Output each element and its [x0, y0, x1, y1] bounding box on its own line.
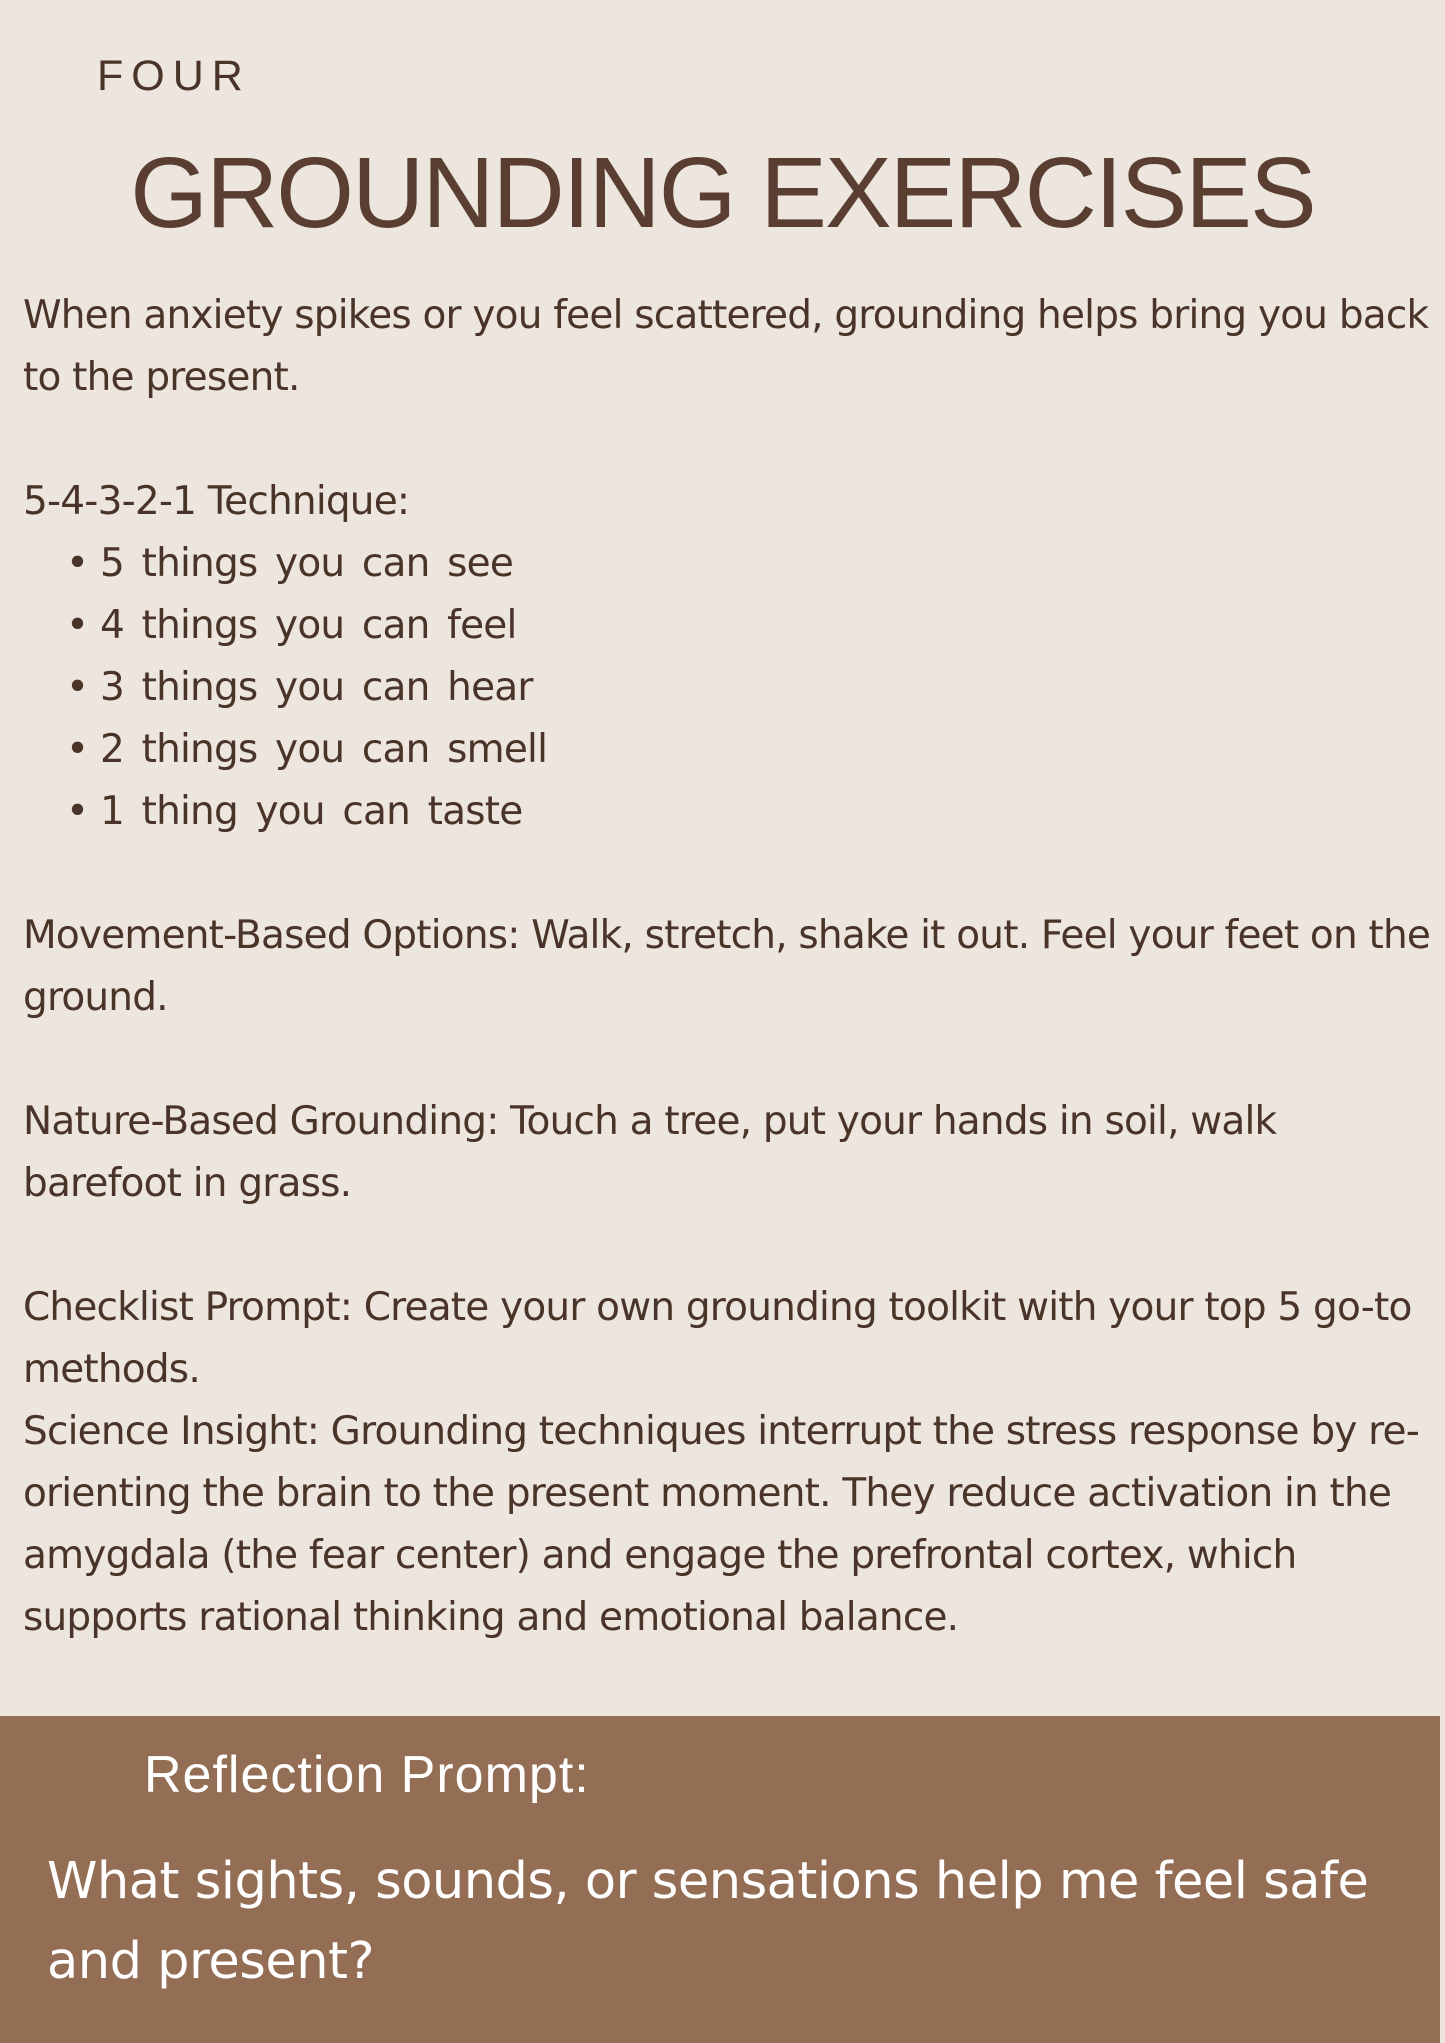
list-item — [23, 781, 1433, 843]
main-content — [23, 285, 1433, 1649]
list-item — [23, 595, 1433, 657]
list-item — [23, 657, 1433, 719]
list-item — [23, 533, 1433, 595]
chapter-label: FOUR — [97, 52, 251, 100]
spacer — [23, 409, 1433, 471]
bullet-icon: • — [66, 541, 89, 586]
list-item-text: 5 things you can see — [100, 541, 514, 586]
technique-heading: 5-4-3-2-1 Technique: — [23, 479, 410, 524]
list-item — [23, 719, 1433, 781]
movement-paragraph: Movement-Based Options: Walk, stretch, shake it out. Feel your feet on the ground. — [23, 913, 1431, 1020]
reflection-panel — [0, 1716, 1440, 2043]
spacer — [23, 843, 1433, 905]
bullet-icon: • — [66, 603, 89, 648]
reflection-heading: Reflection Prompt: — [144, 1746, 590, 1804]
technique-list — [23, 533, 1433, 843]
page-title: GROUNDING EXERCISES — [130, 137, 1315, 249]
bullet-icon: • — [66, 665, 89, 710]
reflection-question: What sights, sounds, or sensations help me feel safe and present? — [47, 1852, 1369, 1991]
spacer — [23, 1215, 1433, 1277]
bullet-icon: • — [66, 789, 89, 834]
list-item-text: 1 thing you can taste — [100, 789, 523, 834]
list-item-text: 3 things you can hear — [100, 665, 533, 710]
checklist-paragraph: Checklist Prompt: Create your own grounding toolkit with your top 5 go-to methods. — [23, 1285, 1412, 1392]
intro-paragraph: When anxiety spikes or you feel scattered, grounding helps bring you back to the present. — [23, 293, 1429, 400]
science-paragraph: Science Insight: Grounding techniques interrupt the stress response by re-orienting the brain to the present moment. They reduce activation in the amygdala (the fear center) and engage the prefrontal cortex, which supports rational thinking and emotional balance. — [23, 1409, 1420, 1640]
spacer — [23, 1029, 1433, 1091]
bullet-icon: • — [66, 727, 89, 772]
nature-paragraph: Nature-Based Grounding: Touch a tree, put your hands in soil, walk barefoot in grass. — [23, 1099, 1277, 1206]
list-item-text: 2 things you can smell — [100, 727, 548, 772]
list-item-text: 4 things you can feel — [100, 603, 517, 648]
